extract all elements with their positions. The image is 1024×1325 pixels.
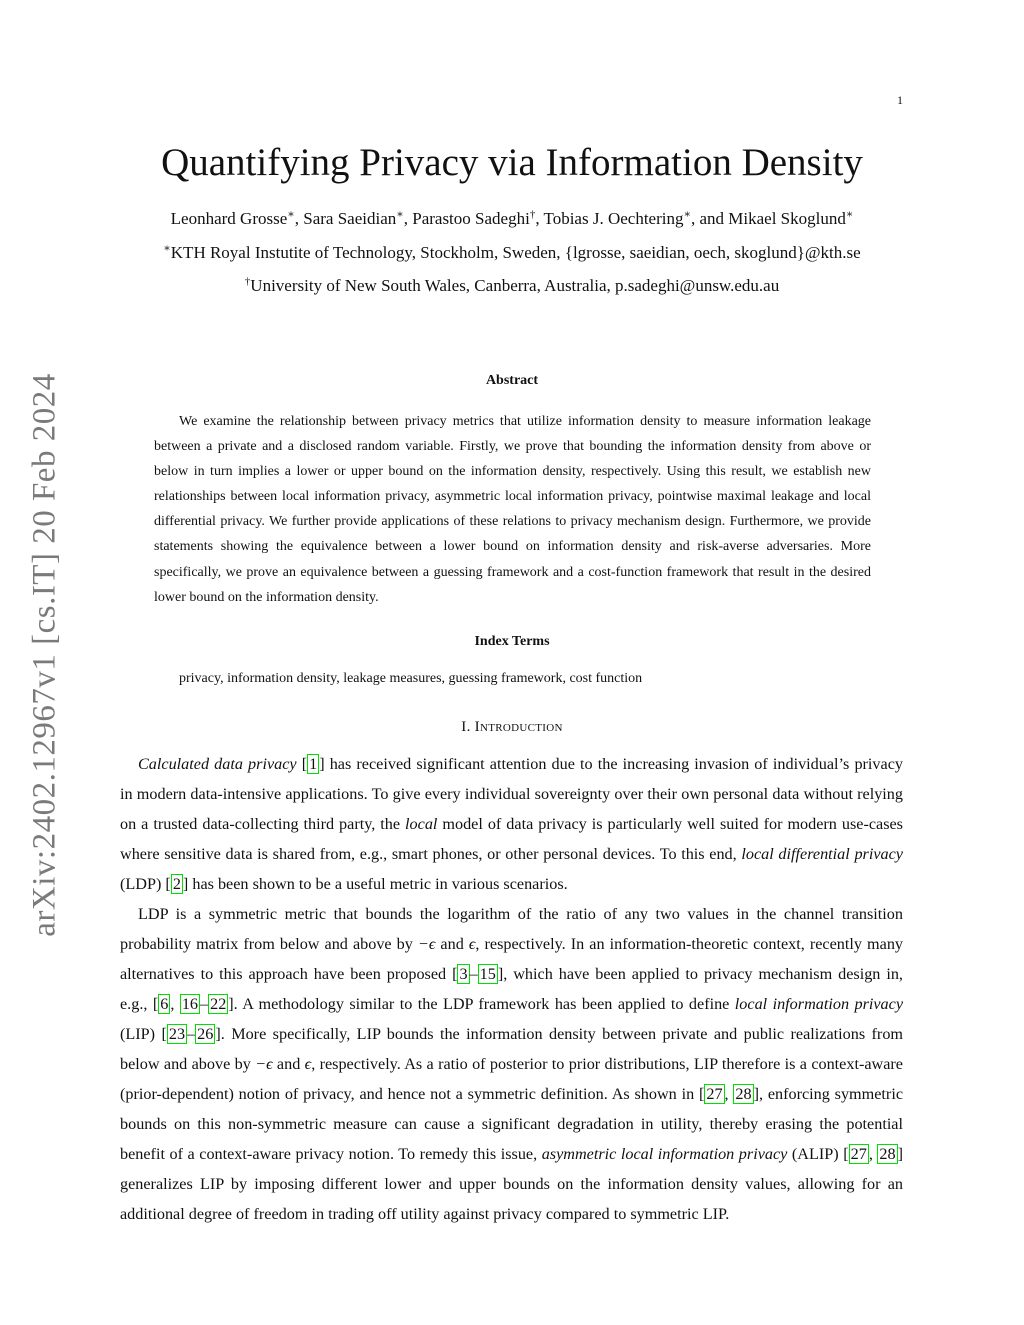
math-symbol: ϵ bbox=[304, 1055, 312, 1073]
affiliation-mark: ∗ bbox=[287, 208, 295, 221]
affiliation-text: University of New South Wales, Canberra, Australia, p.sadeghi@unsw.edu.au bbox=[250, 276, 780, 295]
citation-link[interactable]: 6 bbox=[160, 995, 169, 1013]
emphasis-text: local information privacy bbox=[734, 995, 904, 1013]
citation-link[interactable]: 26 bbox=[197, 1025, 214, 1043]
citation-link[interactable]: 1 bbox=[309, 755, 318, 773]
author-name: Leonhard Grosse bbox=[170, 209, 288, 228]
math-symbol: −ϵ bbox=[255, 1055, 273, 1073]
affiliation-mark: ∗ bbox=[396, 208, 404, 221]
emphasis-text: local bbox=[405, 815, 438, 833]
citation-link[interactable]: 27 bbox=[706, 1085, 723, 1103]
affiliation-mark: ∗ bbox=[845, 208, 854, 221]
emphasis-text: asymmetric local information privacy bbox=[541, 1145, 788, 1163]
paper-title: Quantifying Privacy via Information Density bbox=[161, 141, 863, 184]
affiliation-kth bbox=[0, 243, 1024, 263]
citation-link[interactable]: 2 bbox=[172, 875, 181, 893]
citation-link[interactable]: 23 bbox=[168, 1025, 186, 1043]
author-name: Parastoo Sadeghi bbox=[412, 209, 530, 228]
citation-link[interactable]: 27 bbox=[850, 1145, 867, 1163]
author-name: Mikael Skoglund bbox=[728, 209, 846, 228]
citation-link[interactable]: 22 bbox=[210, 995, 227, 1013]
author-name: Sara Saeidian bbox=[303, 209, 397, 228]
affiliation-text: KTH Royal Instutite of Technology, Stockholm, Sweden, {lgrosse, saeidian, oech, skoglund}@kth.se bbox=[170, 243, 861, 262]
affiliation-mark: † bbox=[244, 275, 251, 288]
affiliation-mark: ∗ bbox=[163, 242, 171, 255]
intro-paragraph-1: Calculated data privacy [ 1 ] has received significant attention due to the increasing invasion of individual’s privacy in modern data-intensive applications. To give every individual sovereignty over their own personal data without relying on a trusted data-collecting third party, the local model of data privacy is particularly well suited for modern use-cases where sensitive data is shared from, e.g., smart phones, or other personal devices. To this end, local differential privacy (LDP) [ 2 ] has been shown to be a useful metric in various scenarios. bbox=[120, 755, 903, 893]
citation-link[interactable]: 3 bbox=[459, 965, 468, 983]
author-list: Leonhard Grosse∗, Sara Saeidian∗, Parastoo Sadeghi†, Tobias J. Oechtering∗, and Mikael Skoglund∗ bbox=[170, 208, 854, 228]
citation-link[interactable]: 28 bbox=[735, 1085, 752, 1103]
citation-link[interactable]: 16 bbox=[181, 995, 199, 1013]
abstract-text: We examine the relationship between privacy metrics that utilize information density to measure information leakage between a private and a disclosed random variable. Firstly, we prove that bounding the information density from above or below in turn implies a lower or upper bound on the information density, respectively. Using this result, we establish new relationships between local information privacy, asymmetric local information privacy, pointwise maximal leakage and local differential privacy. We further provide applications of these relations to privacy mechanism design. Furthermore, we provide statements showing the equivalence between a lower bound on information density and risk-averse adversaries. More specifically, we prove an equivalence between a guessing framework and a cost-function framework that result in the desired lower bound on the information density. bbox=[154, 414, 871, 605]
emphasis-text: Calculated data privacy bbox=[138, 755, 297, 773]
index-terms-text: privacy, information density, leakage measures, guessing framework, cost function bbox=[179, 671, 643, 686]
page-number: 1 bbox=[897, 93, 903, 107]
citation-link[interactable]: 15 bbox=[479, 965, 496, 983]
author-name: Tobias J. Oechtering bbox=[543, 209, 684, 228]
math-symbol: −ϵ bbox=[417, 935, 436, 953]
arxiv-side-stamp: arXiv:2402.12967v1 [cs.IT] 20 Feb 2024 bbox=[26, 373, 63, 937]
intro-paragraph-2: LDP is a symmetric metric that bounds the logarithm of the ratio of any two values in the channel transition probability matrix from below and above by −ϵ and ϵ, respectively. In an information-theoretic context, recently many alternatives to this approach have been proposed [ 3 – 15 ], which have been applied to privacy mechanism design in, e.g., [ 6 , 16 – 22 ]. A methodology similar to the LDP framework has been applied to define local information privacy (LIP) [ 23 – 26 ]. More specifically, LIP bounds the information density between private and public realizations from below and above by −ϵ and ϵ, respectively. As a ratio of posterior to prior distributions, LIP therefore is a context-aware (prior-dependent) notion of privacy, and hence not a symmetric definition. As shown in [ 27 , 28 ], enforcing symmetric bounds on this non-symmetric measure can cause a significant degradation in utility, thereby erasing the potential benefit of a context-aware privacy notion. To remedy this issue, asymmetric local information privacy (ALIP) [ 27 , 28 ] generalizes LIP by imposing different lower and upper bounds on the information density values, allowing for an additional degree of freedom in trading off utility against privacy compared to symmetric LIP. bbox=[120, 905, 904, 1223]
section-heading-introduction: I. Introduction bbox=[461, 719, 563, 735]
index-terms-heading: Index Terms bbox=[474, 634, 550, 649]
affiliation-mark: ∗ bbox=[683, 208, 691, 221]
math-symbol: ϵ bbox=[468, 935, 476, 953]
abstract-heading: Abstract bbox=[485, 373, 539, 388]
emphasis-text: local differential privacy bbox=[741, 845, 903, 863]
citation-link[interactable]: 28 bbox=[879, 1145, 896, 1163]
affiliation-unsw bbox=[0, 276, 1024, 296]
affiliation-mark: † bbox=[529, 208, 536, 221]
